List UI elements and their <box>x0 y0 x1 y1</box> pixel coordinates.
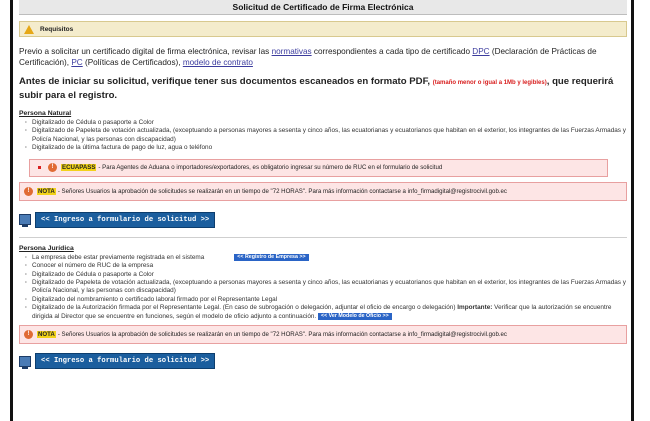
intro-text-4: (Políticas de Certificados), <box>82 58 183 67</box>
warning-icon <box>24 25 34 34</box>
notice-text-2: , que requerirá subir para el registro. <box>19 76 614 101</box>
ecuapass-notice <box>29 159 608 177</box>
nota-notice <box>19 325 627 344</box>
intro-text-1: Previo a solicitar un certificado digital de firma electrónica, revisar las <box>19 47 272 56</box>
ingreso-formulario-button[interactable]: << Ingreso a formulario de solicitud >> <box>35 353 215 369</box>
list-item: · Digitalizado de Cédula o pasaporte a Color <box>27 271 627 279</box>
list-item-text: La empresa debe estar previamente registrada en el sistema <box>32 253 205 261</box>
list-item: · Conocer el número de RUC de la empresa <box>27 262 627 270</box>
page-title: Solicitud de Certificado de Firma Electrónica <box>19 0 627 15</box>
registro-empresa-button[interactable]: << Registro de Empresa >> <box>234 254 308 261</box>
list-item <box>27 254 627 263</box>
persona-natural-heading: Persona Natural <box>19 110 72 117</box>
nota-notice <box>19 182 627 201</box>
ingreso-row-natural <box>19 212 627 228</box>
requisitos-label: Requisitos <box>40 25 74 33</box>
computer-icon <box>19 356 31 367</box>
intro-text-2: correspondientes a cada tipo de certificado <box>311 47 473 56</box>
ingreso-row-juridica <box>19 353 627 369</box>
info-icon: ! <box>48 163 57 172</box>
list-item <box>27 304 627 321</box>
list-item-text: Verificar que la autorización se encuentre dirigida al Director que se encuentre en funciones, según el modelo de oficio adjunto a continuación. <box>32 304 612 320</box>
nota-text: - Señores Usuarios la aprobación de solicitudes se realizarán en un tiempo de "72 HORAS". Para más información contactarse a info_firmadigital@registrocivil.gob.ec <box>57 187 507 195</box>
modelo-contrato-link[interactable]: modelo de contrato <box>182 58 253 67</box>
list-item: · Digitalizado de Papeleta de votación actualizada, (exceptuando a personas mayores a sesenta y cinco años, las ecuatorianas y ecuatorianos que habitan en el exterior, los integrantes de las Fuerzas Armadas y Policía Nacional, y las personas con discapacidad) <box>27 279 627 296</box>
ecuapass-text: - Para Agentes de Aduana o importadores/exportadores, es obligatorio ingresar su número de RUC en el formulario de solicitud <box>98 164 443 172</box>
pc-link[interactable]: PC <box>71 58 83 67</box>
ver-modelo-oficio-button[interactable]: << Ver Modelo de Oficio >> <box>318 313 392 320</box>
important-label: Importante: <box>457 304 493 312</box>
divider <box>19 237 627 238</box>
nota-text: - Señores Usuarios la aprobación de solicitudes se realizarán en un tiempo de "72 HORAS". Para más información contactarse a info_firmadigital@registrocivil.gob.ec <box>57 331 507 339</box>
ingreso-formulario-button[interactable]: << Ingreso a formulario de solicitud >> <box>35 212 215 228</box>
nota-tag: NOTA <box>38 187 55 195</box>
nota-tag: NOTA <box>38 331 55 339</box>
ecuapass-tag: ECUAPASS <box>62 164 96 172</box>
content-area <box>19 0 627 421</box>
requisitos-bar <box>19 21 627 37</box>
list-item-text: Digitalizado de la Autorización firmada por el Representante Legal. (En caso de subrogación o delegación, adjuntar el oficio de encargo o delegación) <box>32 304 458 312</box>
natural-requirements-list <box>19 119 627 153</box>
normativas-link[interactable]: normativas <box>271 47 312 56</box>
list-item: · Digitalizado de Papeleta de votación actualizada, (exceptuando a personas mayores a sesenta y cinco años, las ecuatorianas y ecuatorianos que habitan en el exterior, los integrantes de las Fuerzas Armadas y Policía Nacional, y las personas con discapacidad) <box>27 127 627 144</box>
size-hint: (tamaño menor o igual a 1Mb y legibles) <box>432 80 547 86</box>
computer-icon <box>19 214 31 225</box>
dpc-link[interactable]: DPC <box>472 47 490 56</box>
intro-paragraph <box>19 46 627 68</box>
intro-text-3: (Declaración de Prácticas de Certificación), <box>19 47 597 67</box>
list-item: · Digitalizado de la última factura de pago de luz, agua o teléfono <box>27 144 627 152</box>
persona-juridica-heading: Persona Jurídica <box>19 244 74 252</box>
juridica-requirements-list <box>19 254 627 322</box>
info-icon: ! <box>24 187 33 196</box>
notice-text-1: Antes de iniciar su solicitud, verifique tener sus documentos escaneados en formato PDF, <box>19 76 433 87</box>
page-frame <box>10 0 634 421</box>
bullet-icon <box>38 166 41 169</box>
list-item: · Digitalizado del nombramiento o certificado laboral firmado por el Representante Legal <box>27 296 627 304</box>
pdf-notice <box>19 76 627 102</box>
list-item: · Digitalizado de Cédula o pasaporte a Color <box>27 119 627 127</box>
info-icon: ! <box>24 330 33 339</box>
